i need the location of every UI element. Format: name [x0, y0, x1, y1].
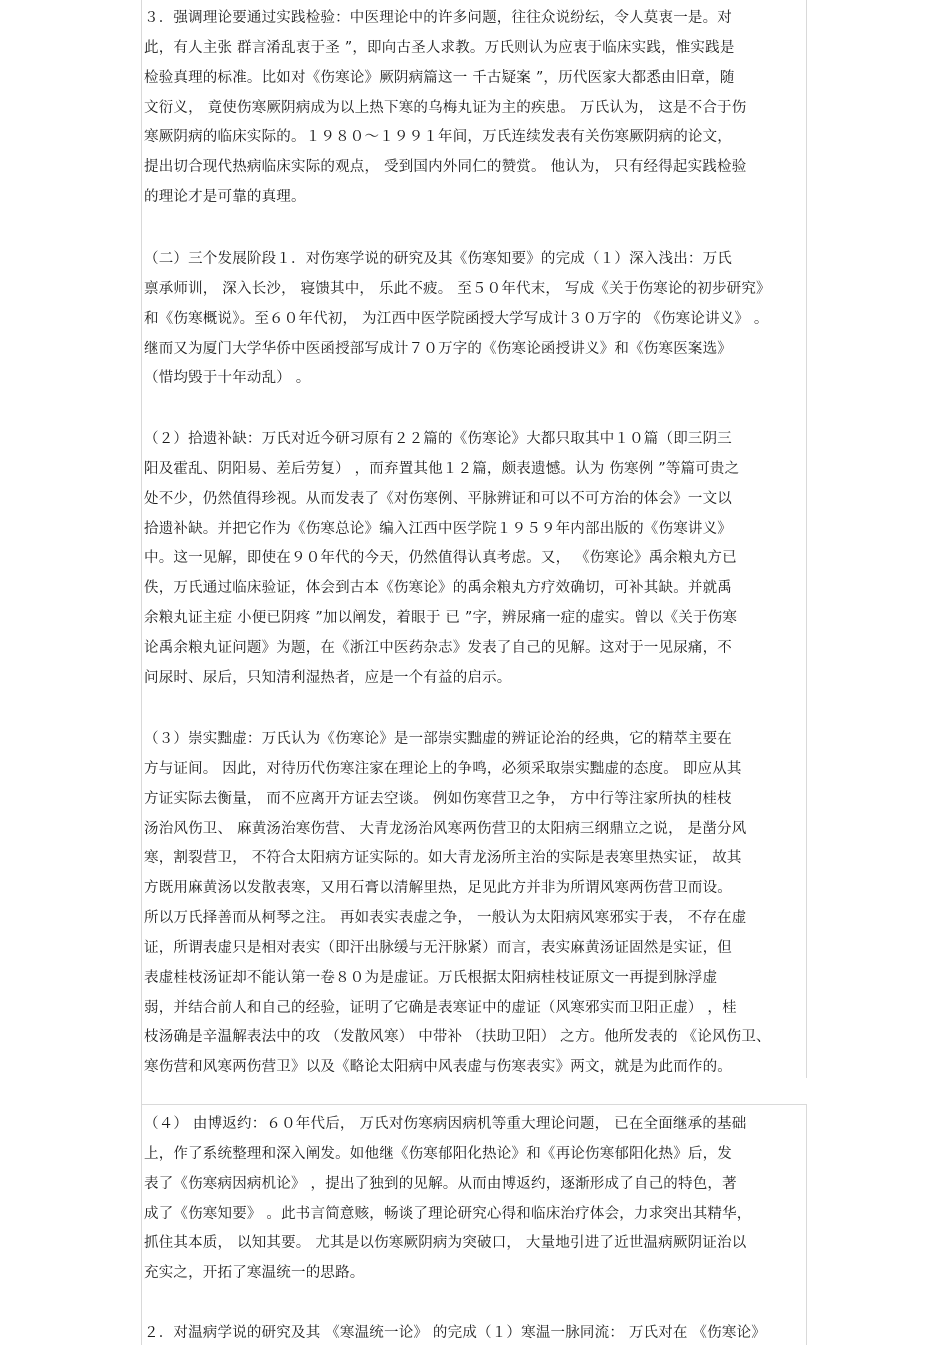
text-line: 弱，并结合前人和自己的经验，证明了它确是表寒证中的虚证（风寒邪实而卫阳正虚） ，桂 [144, 999, 737, 1016]
paragraph-three-stages [144, 245, 814, 394]
text-line: 枝汤确是辛温解表法中的攻 （发散风寒） 中带补 （扶助卫阳） 之方。他所发表的 《论风伤卫、 [144, 1029, 771, 1046]
text-line: ３．强调理论要通过实践检验：中医理论中的许多问题，往往众说纷纭，令人莫衷一是。对 [144, 10, 732, 26]
text-line: 继而又为厦门大学华侨中医函授部写成计７０万字的《伤寒论函授讲义》和《伤寒医案选》 [144, 340, 732, 357]
text-line: 成了《伤寒知要》 。此书言简意赅，畅谈了理论研究心得和临床治疗体会，力求突出其精华， [144, 1205, 752, 1222]
text-line: 文衍义， 竟使伤寒厥阴病成为以上热下寒的乌梅丸证为主的疾患。 万氏认为， 这是不合于伤 [144, 99, 747, 116]
text-line: 中。这一见解，即使在９０年代的今天，仍然值得认真考虑。又， 《伤寒论》禹余粮丸方已 [144, 550, 737, 567]
text-line: 问尿时、尿后，只知清利湿热者，应是一个有益的启示。 [144, 669, 512, 686]
text-line: 上，作了系统整理和深入阐发。如他继《伤寒郁阳化热论》和《再论伤寒郁阳化热》后，发 [144, 1145, 732, 1162]
paragraph-fill-gaps [144, 425, 814, 694]
text-line: 证，所谓表虚只是相对表实（即汗出脉缓与无汗脉紧）而言，表实麻黄汤证固然是实证，但 [144, 939, 732, 956]
text-line: 论禹余粮丸证问题》为题，在《浙江中医药杂志》发表了自己的见解。这对于一见尿痛，不 [144, 639, 732, 656]
text-line: 所以万氏择善而从柯琴之注。 再如表实表虚之争， 一般认为太阳病风寒邪实于表， 不存在虚 [144, 910, 747, 927]
text-line: 充实之，开拓了寒温统一的思路。 [144, 1265, 365, 1282]
page-border-left [141, 0, 142, 1345]
text-line: （３）崇实黜虚：万氏认为《伤寒论》是一部崇实黜虚的辨证论治的经典，它的精萃主要在 [144, 731, 732, 747]
text-line: 寒，割裂营卫， 不符合太阳病方证实际的。如大青龙汤所主治的实际是表寒里热实证， 故其 [144, 850, 742, 867]
text-line: 阳及霍乱、阴阳易、差后劳复） ，而弃置其他１２篇，颇表遗憾。认为 伤寒例 ”等篇可贵之 [144, 460, 740, 477]
text-line: （４） 由博返约：６０年代后， 万氏对伤寒病因病机等重大理论问题， 已在全面继承的基础 [144, 1116, 747, 1132]
text-line: 佚，万氏通过临床验证，体会到古本《伤寒论》的禹余粮丸方疗效确切，可补其缺。并就禹 [144, 580, 732, 597]
text-line: 余粮丸证主症 小便已阴疼 ”加以阐发，着眼于 已 ”字，辨尿痛一症的虚实。曾以《关于伤寒 [144, 610, 738, 627]
text-line: 表了《伤寒病因病机论》 ，提出了独到的见解。从而由博返约，逐渐形成了自己的特色，著 [144, 1175, 737, 1192]
text-line: 抓住其本质， 以知其要。 尤其是以伤寒厥阴病为突破口， 大量地引进了近世温病厥阴证治以 [144, 1235, 747, 1252]
paragraph-broad-to-concise [144, 1110, 814, 1289]
text-line: 提出切合现代热病临床实际的观点， 受到国内外同仁的赞赏。 他认为， 只有经得起实践检验 [144, 159, 747, 176]
text-line: 处不少，仍然值得珍视。从而发表了《对伤寒例、平脉辨证和可以不可方治的体会》一文以 [144, 490, 732, 507]
text-line: 汤治风伤卫、 麻黄汤治寒伤营、 大青龙汤治风寒两伤营卫的太阳病三纲鼎立之说， 是凿分风 [144, 820, 747, 837]
paragraph-warm-disease [144, 1319, 814, 1349]
text-line: 和《伤寒概说》。至６０年代初， 为江西中医学院函授大学写成计３０万字的 《伤寒论讲义》 。 [144, 310, 769, 327]
text-line: 方既用麻黄汤以发散表寒，又用石膏以清解里热，足见此方并非为所谓风寒两伤营卫而设。 [144, 880, 732, 897]
text-line: 方与证间。 因此，对待历代伤寒注家在理论上的争鸣，必须采取崇实黜虚的态度。 即应从其 [144, 760, 742, 777]
text-line: （２）拾遗补缺：万氏对近今研习原有２２篇的《伤寒论》大都只取其中１０篇（即三阴三 [144, 431, 732, 447]
page-break-line [141, 1104, 807, 1105]
text-line: （二）三个发展阶段１．对伤寒学说的研究及其《伤寒知要》的完成（１）深入浅出：万氏 [144, 251, 732, 267]
text-line: 表虚桂枝汤证却不能认第一卷８０为是虚证。万氏根据太阳病桂枝证原文一再提到脉浮虚 [144, 969, 718, 986]
text-line: 寒厥阴病的临床实际的。１９８０～１９９１年间，万氏连续发表有关伤寒厥阴病的论文， [144, 129, 732, 146]
text-line: （惜均毁于十年动乱） 。 [144, 370, 311, 387]
text-line: 寒伤营和风寒两伤营卫》以及《略论太阳病中风表虚与伤寒表实》两文，就是为此而作的。 [144, 1059, 732, 1076]
text-line: 此，有人主张 群言淆乱衷于圣 ”，即向古圣人求教。万氏则认为应衷于临床实践，惟实践是 [144, 39, 735, 56]
paragraph-real-over-empty [144, 725, 814, 1083]
text-line: 禀承师训， 深入长沙， 寝馈其中， 乐此不疲。 至５０年代末， 写成《关于伤寒论的初步研究》 [144, 280, 771, 297]
paragraph-practice-test [144, 4, 814, 213]
text-line: 方证实际去衡量， 而不应离开方证去空谈。 例如伤寒营卫之争， 方中行等注家所执的桂枝 [144, 790, 732, 807]
text-line: 的理论才是可靠的真理。 [144, 189, 306, 206]
text-line: 检验真理的标准。比如对《伤寒论》厥阴病篇这一 千古疑案 ”，历代医家大都悉由旧章，随 [144, 69, 735, 86]
text-line: 拾遗补缺。并把它作为《伤寒总论》编入江西中医学院１９５９年内部出版的《伤寒讲义》 [144, 520, 732, 537]
text-line: ２．对温病学说的研究及其 《寒温统一论》 的完成（１）寒温一脉同流： 万氏对在 《伤寒论》 [144, 1325, 766, 1341]
